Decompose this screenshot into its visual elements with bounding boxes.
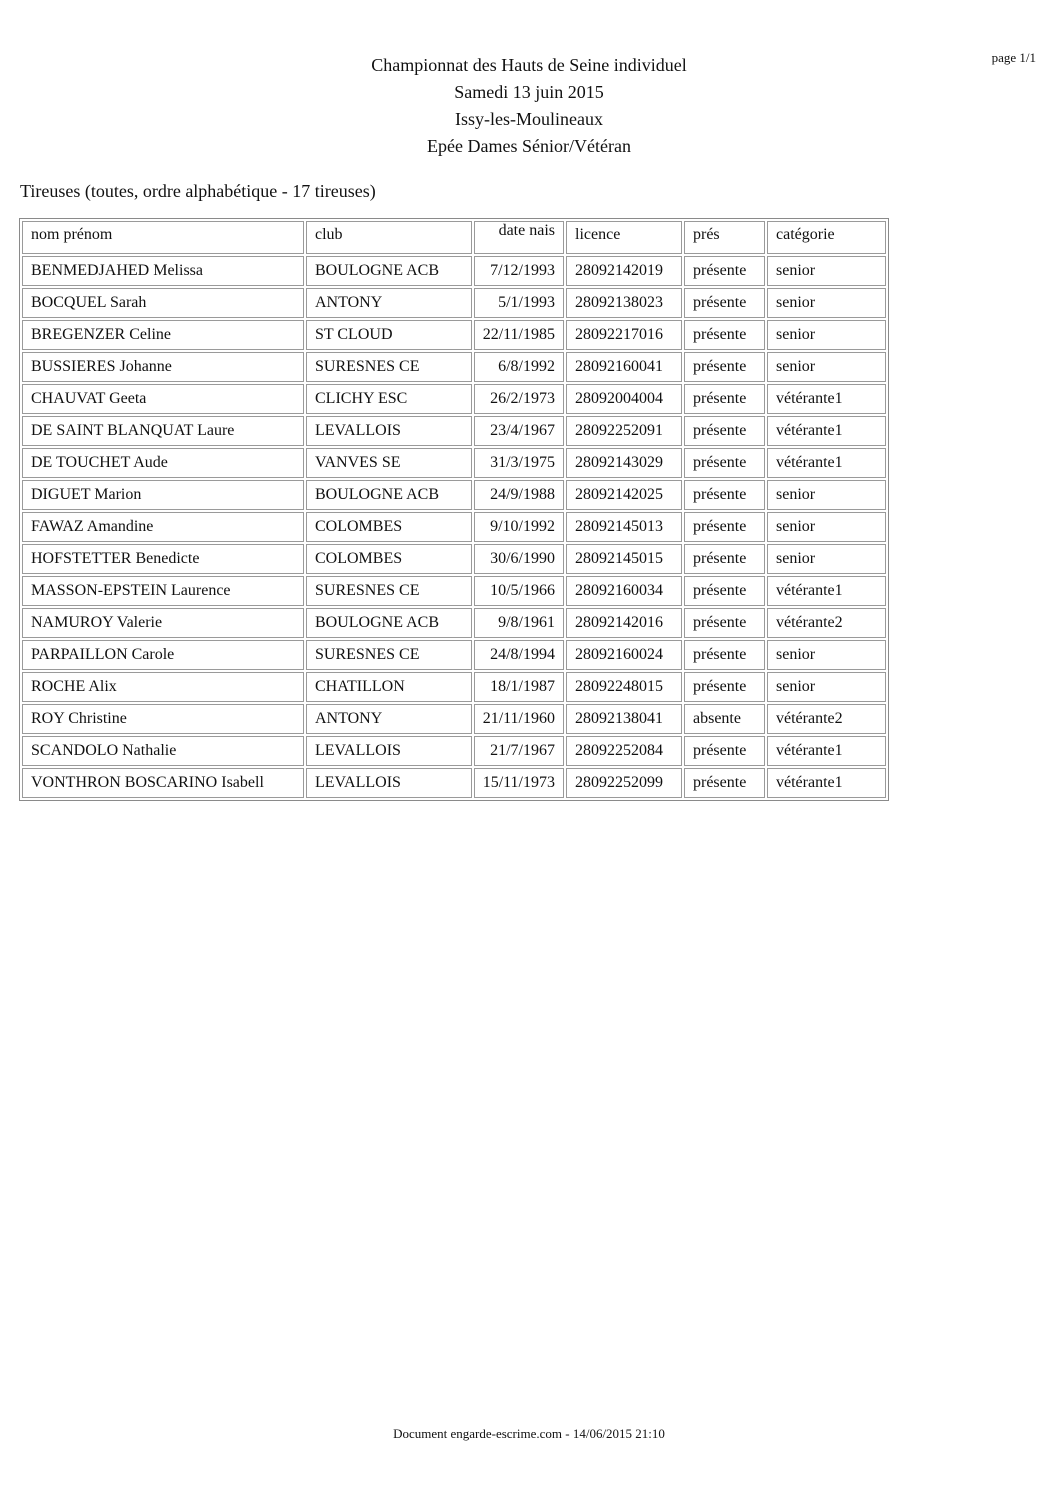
birthdate-cell: 22/11/1985: [474, 320, 564, 350]
licence-cell: 28092142025: [566, 480, 682, 510]
birthdate-cell: 15/11/1973: [474, 768, 564, 798]
birthdate-cell: 30/6/1990: [474, 544, 564, 574]
licence-cell: 28092252091: [566, 416, 682, 446]
presence-cell: présente: [684, 544, 765, 574]
table-row: [22, 576, 886, 606]
category-cell: vétérante1: [767, 384, 886, 414]
club-cell: LEVALLOIS: [306, 416, 472, 446]
club-cell: COLOMBES: [306, 512, 472, 542]
club-cell: VANVES SE: [306, 448, 472, 478]
category-cell: senior: [767, 640, 886, 670]
fencer-name-cell: BUSSIERES Johanne: [22, 352, 304, 382]
category-cell: vétérante1: [767, 768, 886, 798]
document-header: [0, 52, 1058, 160]
table-row: [22, 320, 886, 350]
fencer-name-cell: VONTHRON BOSCARINO Isabell: [22, 768, 304, 798]
table-row: [22, 768, 886, 798]
birthdate-cell: 5/1/1993: [474, 288, 564, 318]
licence-cell: 28092142016: [566, 608, 682, 638]
table-row: [22, 384, 886, 414]
club-cell: LEVALLOIS: [306, 736, 472, 766]
category-cell: vétérante1: [767, 576, 886, 606]
fencer-name-cell: SCANDOLO Nathalie: [22, 736, 304, 766]
category-cell: vétérante1: [767, 448, 886, 478]
birthdate-cell: 9/10/1992: [474, 512, 564, 542]
competition-title: Championnat des Hauts de Seine individuel: [371, 55, 687, 75]
table-row: [22, 608, 886, 638]
club-cell: BOULOGNE ACB: [306, 480, 472, 510]
table-row: [22, 544, 886, 574]
birthdate-cell: 7/12/1993: [474, 256, 564, 286]
club-cell: LEVALLOIS: [306, 768, 472, 798]
presence-cell: présente: [684, 608, 765, 638]
category-cell: senior: [767, 480, 886, 510]
category-cell: vétérante1: [767, 736, 886, 766]
fencers-table: [19, 218, 889, 801]
licence-cell: 28092004004: [566, 384, 682, 414]
licence-cell: 28092138041: [566, 704, 682, 734]
licence-cell: 28092143029: [566, 448, 682, 478]
fencer-name-cell: CHAUVAT Geeta: [22, 384, 304, 414]
table-row: [22, 448, 886, 478]
presence-cell: présente: [684, 576, 765, 606]
birthdate-cell: 26/2/1973: [474, 384, 564, 414]
fencer-name-cell: ROY Christine: [22, 704, 304, 734]
presence-cell: présente: [684, 736, 765, 766]
category-cell: senior: [767, 544, 886, 574]
document-footer: Document engarde-escrime.com - 14/06/2015 21:10: [393, 1426, 665, 1441]
presence-cell: présente: [684, 480, 765, 510]
table-row: [22, 416, 886, 446]
licence-cell: 28092138023: [566, 288, 682, 318]
birthdate-cell: 21/11/1960: [474, 704, 564, 734]
club-cell: SURESNES CE: [306, 352, 472, 382]
category-cell: senior: [767, 320, 886, 350]
birthdate-cell: 9/8/1961: [474, 608, 564, 638]
club-cell: CLICHY ESC: [306, 384, 472, 414]
fencer-name-cell: PARPAILLON Carole: [22, 640, 304, 670]
club-cell: BOULOGNE ACB: [306, 256, 472, 286]
birthdate-cell: 24/8/1994: [474, 640, 564, 670]
category-cell: senior: [767, 256, 886, 286]
presence-cell: présente: [684, 672, 765, 702]
competition-date: Samedi 13 juin 2015: [454, 82, 604, 102]
table-row: [22, 352, 886, 382]
club-cell: ANTONY: [306, 704, 472, 734]
presence-cell: présente: [684, 320, 765, 350]
column-header-licence: licence: [566, 221, 682, 254]
birthdate-cell: 18/1/1987: [474, 672, 564, 702]
table-header-row: [22, 221, 886, 254]
presence-cell: présente: [684, 448, 765, 478]
category-cell: vétérante2: [767, 704, 886, 734]
presence-cell: absente: [684, 704, 765, 734]
club-cell: SURESNES CE: [306, 640, 472, 670]
column-header-presence: prés: [684, 221, 765, 254]
birthdate-cell: 21/7/1967: [474, 736, 564, 766]
category-cell: senior: [767, 352, 886, 382]
licence-cell: 28092248015: [566, 672, 682, 702]
fencer-name-cell: FAWAZ Amandine: [22, 512, 304, 542]
category-cell: senior: [767, 672, 886, 702]
licence-cell: 28092145015: [566, 544, 682, 574]
club-cell: ST CLOUD: [306, 320, 472, 350]
fencer-name-cell: NAMUROY Valerie: [22, 608, 304, 638]
licence-cell: 28092160034: [566, 576, 682, 606]
licence-cell: 28092160041: [566, 352, 682, 382]
licence-cell: 28092160024: [566, 640, 682, 670]
category-cell: vétérante2: [767, 608, 886, 638]
table-row: [22, 256, 886, 286]
fencer-name-cell: ROCHE Alix: [22, 672, 304, 702]
presence-cell: présente: [684, 384, 765, 414]
fencer-name-cell: HOFSTETTER Benedicte: [22, 544, 304, 574]
section-title: Tireuses (toutes, ordre alphabétique - 17 tireuses): [20, 181, 376, 201]
table-row: [22, 640, 886, 670]
column-header-club: club: [306, 221, 472, 254]
presence-cell: présente: [684, 288, 765, 318]
birthdate-cell: 6/8/1992: [474, 352, 564, 382]
category-cell: senior: [767, 288, 886, 318]
birthdate-cell: 24/9/1988: [474, 480, 564, 510]
presence-cell: présente: [684, 512, 765, 542]
birthdate-cell: 23/4/1967: [474, 416, 564, 446]
club-cell: ANTONY: [306, 288, 472, 318]
club-cell: CHATILLON: [306, 672, 472, 702]
page-number: page 1/1: [991, 50, 1036, 65]
column-header-birthdate: date nais: [474, 221, 564, 254]
fencer-name-cell: DE SAINT BLANQUAT Laure: [22, 416, 304, 446]
licence-cell: 28092217016: [566, 320, 682, 350]
column-header-name: nom prénom: [22, 221, 304, 254]
presence-cell: présente: [684, 352, 765, 382]
licence-cell: 28092142019: [566, 256, 682, 286]
table-row: [22, 480, 886, 510]
fencer-name-cell: BOCQUEL Sarah: [22, 288, 304, 318]
fencer-name-cell: MASSON-EPSTEIN Laurence: [22, 576, 304, 606]
category-cell: vétérante1: [767, 416, 886, 446]
club-cell: BOULOGNE ACB: [306, 608, 472, 638]
presence-cell: présente: [684, 416, 765, 446]
presence-cell: présente: [684, 256, 765, 286]
fencer-name-cell: DE TOUCHET Aude: [22, 448, 304, 478]
table-row: [22, 288, 886, 318]
fencer-name-cell: BREGENZER Celine: [22, 320, 304, 350]
licence-cell: 28092252084: [566, 736, 682, 766]
category-cell: senior: [767, 512, 886, 542]
table-row: [22, 512, 886, 542]
column-header-category: catégorie: [767, 221, 886, 254]
presence-cell: présente: [684, 768, 765, 798]
fencer-name-cell: BENMEDJAHED Melissa: [22, 256, 304, 286]
birthdate-cell: 10/5/1966: [474, 576, 564, 606]
licence-cell: 28092252099: [566, 768, 682, 798]
licence-cell: 28092145013: [566, 512, 682, 542]
club-cell: COLOMBES: [306, 544, 472, 574]
presence-cell: présente: [684, 640, 765, 670]
competition-event: Epée Dames Sénior/Vétéran: [427, 136, 631, 156]
table-row: [22, 672, 886, 702]
fencer-name-cell: DIGUET Marion: [22, 480, 304, 510]
competition-location: Issy-les-Moulineaux: [455, 109, 603, 129]
club-cell: SURESNES CE: [306, 576, 472, 606]
table-row: [22, 704, 886, 734]
birthdate-cell: 31/3/1975: [474, 448, 564, 478]
table-row: [22, 736, 886, 766]
